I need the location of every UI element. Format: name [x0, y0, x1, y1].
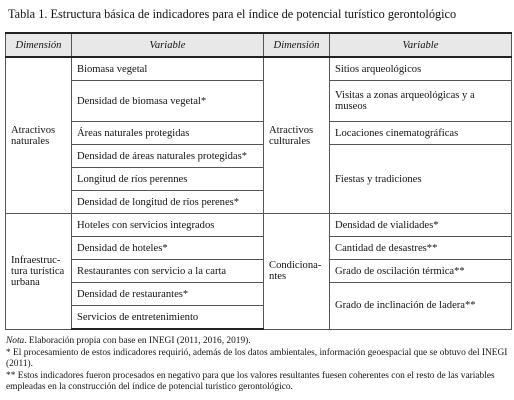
indicators-table [5, 32, 512, 330]
variable-cell: Densidad de longitud de ríos perenes* [72, 191, 264, 214]
header-variable-right: Variable [330, 33, 512, 57]
variable-cell: Cantidad de desastres** [330, 237, 512, 260]
header-variable-left: Variable [72, 33, 264, 57]
variable-cell: Fiestas y tradiciones [330, 145, 512, 214]
dimension-condicionantes [264, 214, 330, 330]
dimension-part: Condiciona- [269, 260, 322, 272]
table-header-row [6, 33, 512, 57]
variable-cell: Densidad de biomasa vegetal* [72, 81, 264, 122]
note-source-text: . Elaboración propia con base en INEGI (2011, 2016, 2019). [24, 336, 251, 346]
note-double-asterisk: ** Estos indicadores fueron procesados en negativo para que los valores resultantes fuesen coherentes con el resto de las variables empleadas en la construcción del índice de potencial turístico gerontológico. [6, 370, 495, 393]
table-caption: Tabla 1. Estructura básica de indicadores para el índice de potencial turístico gerontológico [8, 7, 457, 21]
variable-cell: Servicios de entretenimiento [72, 306, 264, 330]
variable-cell: Longitud de ríos perennes [72, 168, 264, 191]
dimension-atractivos-culturales: Atractivos culturales [264, 57, 330, 214]
variable-cell: Grado de inclinación de ladera** [330, 283, 512, 330]
table-notes [6, 336, 510, 394]
note-label: Nota [6, 336, 25, 346]
table-row [6, 122, 512, 145]
dimension-infraestructura [6, 214, 72, 330]
variable-cell: Densidad de áreas naturales protegidas* [72, 145, 264, 168]
variable-cell: Densidad de vialidades* [330, 214, 512, 237]
variable-cell: Hoteles con servicios integrados [72, 214, 264, 237]
dimension-part: tura turística [11, 265, 65, 277]
table-row [6, 57, 512, 81]
header-dimension-left: Dimensión [6, 33, 72, 57]
variable-cell: Locaciones cinematográficas [330, 122, 512, 145]
variable-cell: Densidad de hoteles* [72, 237, 264, 260]
table-row [6, 145, 512, 168]
table-row [6, 260, 512, 283]
table-row [6, 81, 512, 122]
note-source [6, 336, 510, 348]
variable-cell: Grado de oscilación térmica** [330, 260, 512, 283]
header-dimension-right: Dimensión [264, 33, 330, 57]
variable-cell: Visitas a zonas arqueológicas y a museos [330, 81, 512, 122]
variable-cell: Sitios arqueológicos [330, 57, 512, 81]
variable-cell: Áreas naturales protegidas [72, 122, 264, 145]
note-single-asterisk: * El procesamiento de estos indicadores requirió, además de los datos ambientales, información geoespacial que se obtuvo del INEGI (2011). [6, 347, 508, 370]
table-row [6, 283, 512, 306]
table-row [6, 237, 512, 260]
variable-cell: Restaurantes con servicio a la carta [72, 260, 264, 283]
dimension-part: Infraestruc- [11, 254, 61, 266]
dimension-part: urbana [11, 276, 40, 288]
dimension-atractivos-naturales: Atractivos naturales [6, 57, 72, 214]
table-row [6, 214, 512, 237]
variable-cell: Densidad de restaurantes* [72, 283, 264, 306]
variable-cell: Biomasa vegetal [72, 57, 264, 81]
dimension-part: ntes [269, 271, 287, 283]
